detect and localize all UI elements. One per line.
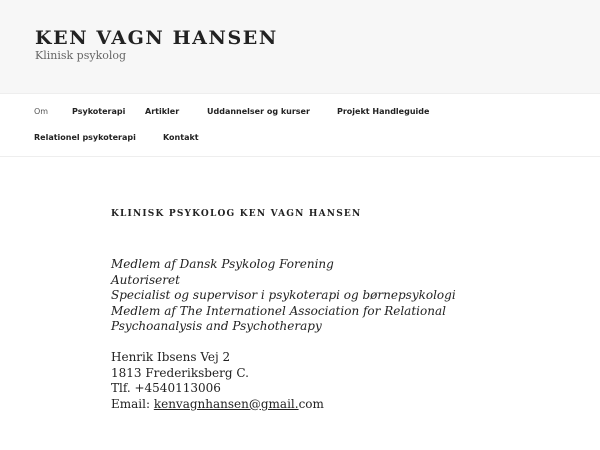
nav-item-psykoterapi[interactable]: Psykoterapi: [72, 107, 126, 116]
credential-line: Specialist og supervisor i psykoterapi og børnepsykologi: [111, 288, 456, 302]
email-suffix: com: [298, 396, 324, 411]
credential-line: Medlem af The Internationel Association for Relational: [111, 303, 446, 318]
phone-number: Tlf. +4540113006: [111, 381, 221, 395]
email-line: [111, 397, 491, 413]
nav-item-artikler[interactable]: Artikler: [145, 107, 180, 116]
nav-item-uddannelser-og-kurser[interactable]: Uddannelser og kurser: [207, 107, 310, 116]
site-header: [0, 0, 600, 93]
nav-item-relationel-psykoterapi[interactable]: Relationel psykoterapi: [34, 133, 136, 142]
credentials-list: [111, 257, 491, 335]
email-label: Email:: [111, 396, 154, 411]
email-link[interactable]: kenvagnhansen@gmail.: [153, 396, 299, 411]
main-navigation: [0, 93, 600, 157]
site-tagline: Klinisk psykolog: [35, 49, 127, 62]
nav-item-projekt-handleguide[interactable]: Projekt Handleguide: [337, 107, 430, 116]
site-title[interactable]: KEN VAGN HANSEN: [35, 27, 278, 49]
address-street: Henrik Ibsens Vej 2: [111, 350, 231, 364]
page-title: KLINISK PSYKOLOG KEN VAGN HANSEN: [111, 209, 362, 219]
address-city: 1813 Frederiksberg C.: [111, 365, 249, 380]
credential-line: Autoriseret: [111, 272, 180, 287]
credential-line: Medlem af Dansk Psykolog Forening: [111, 257, 334, 271]
credential-line: Psychoanalysis and Psychotherapy: [111, 319, 322, 333]
nav-item-kontakt[interactable]: Kontakt: [163, 133, 199, 142]
contact-address: [111, 350, 491, 412]
nav-item-om[interactable]: Om: [34, 107, 49, 116]
